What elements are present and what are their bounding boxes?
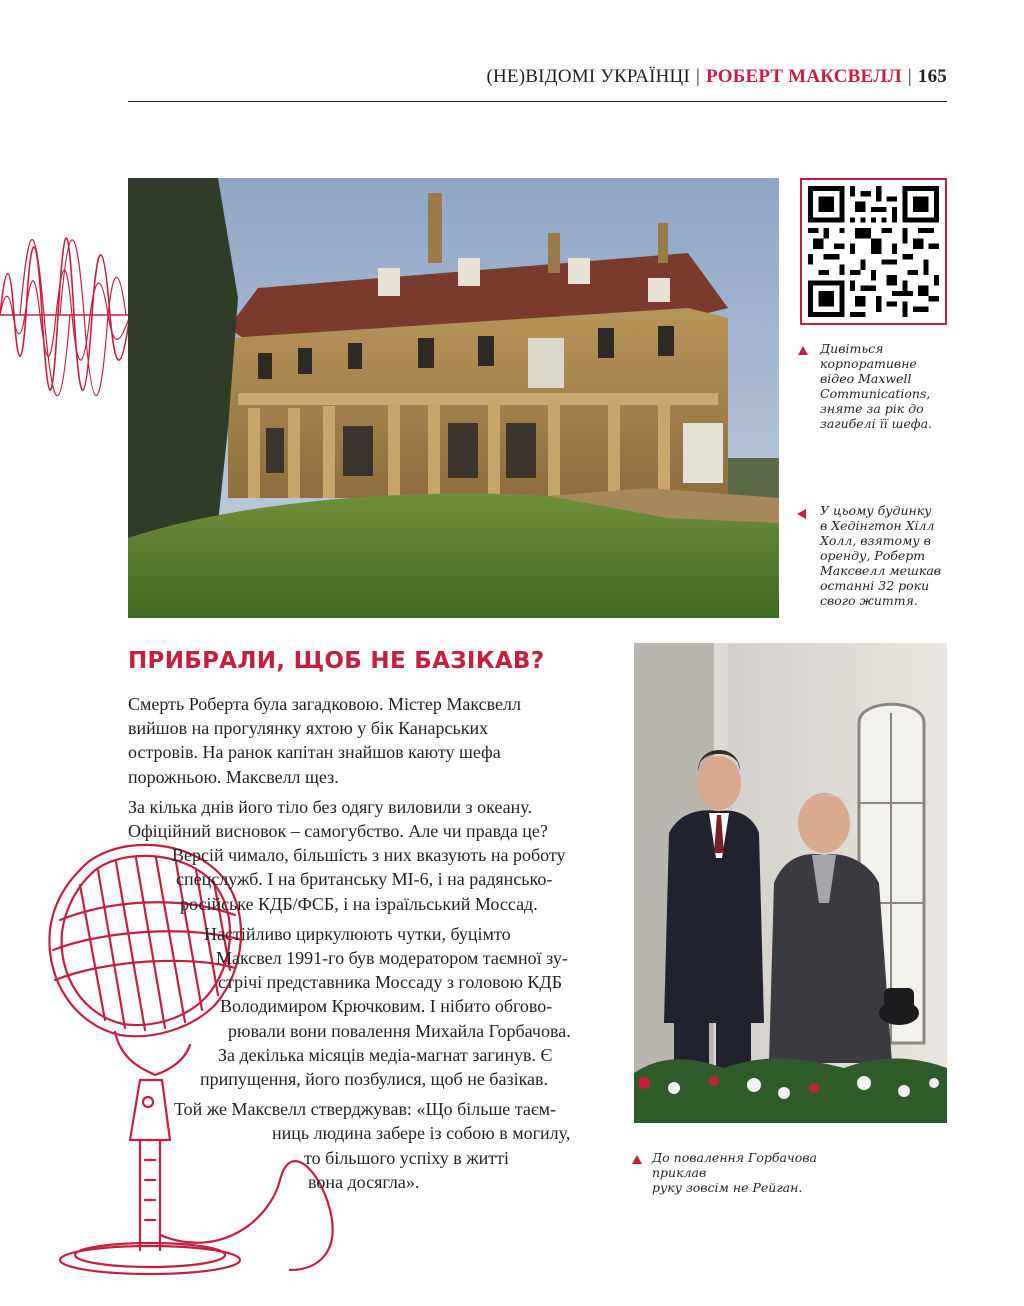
text-line: то більшого успіху в житті [304,1147,510,1168]
article-title: ПРИБРАЛИ, ЩОБ НЕ БАЗІКАВ? [128,648,545,674]
text-line: Офіційний висновок – самогубство. Але чи правда це? [128,821,548,842]
text-line: Володимиром Крючковим. І нібито обгово- [220,996,553,1017]
header-separator: | [696,66,701,87]
text-line: Смерть Роберта була загадковою. Містер Максвелл [128,694,521,714]
triangle-up-icon [798,346,808,355]
text-line: островів. На ранок капітан знайшов каюту шефа [128,742,501,763]
text-line: Настійливо циркулюють чутки, буцімто [204,923,511,944]
paragraph-2 [128,795,598,916]
page-number: 165 [917,66,947,87]
text-line: За кілька днів його тіло без одягу виловили з океану. [128,796,532,817]
qr-caption [820,341,950,431]
text-line: Версій чимало, більшість з них вказують на роботу [172,845,566,866]
text-line: ниць людина забере із собою в могилу, [272,1123,571,1144]
reagan-gorbachev-photo [634,643,947,1123]
leaders-caption-text: До повалення Горбачова приклав руку зовсім не Рейган. [652,1150,817,1195]
text-line: За декілька місяців медіа-магнат загинув. Є [218,1044,553,1065]
article-body [128,692,598,1200]
sound-wave-icon [0,200,130,430]
leaders-caption [652,1150,852,1195]
text-line: стрічі представника Моссаду з головою КДБ [218,972,563,993]
paragraph-4 [128,1097,598,1194]
text-line: припущення, його позбулися, щоб не базікав. [200,1069,549,1090]
mansion-caption-text: У цьому будинку в Хедінгтон Хілл Холл, взятому в оренду, Роберт Максвелл мешкав останні 32 роки свого життя. [820,503,942,608]
text-line: рювали вони повалення Михайла Горбачова. [228,1020,571,1041]
running-head [486,66,947,88]
text-line: російське КДБ/ФСБ, і на ізраїльський Моссад. [180,893,538,914]
mansion-photo [128,178,779,618]
paragraph-1 [128,692,598,789]
text-line: спецслужб. І на британську МІ-6, і на радянсько- [176,869,553,890]
text-line: вона досягла». [308,1171,420,1192]
chapter-name: РОБЕРТ МАКСВЕЛЛ [706,66,902,87]
text-line: Максвел 1991-го був модератором таємної зу- [216,948,568,969]
header-separator-2: | [907,66,912,87]
qr-caption-text: Дивіться корпоративне відео Maxwell Communications, зняте за рік до загибелі її шефа. [820,341,933,431]
paragraph-3 [128,922,598,1091]
triangle-up-icon [632,1155,642,1164]
qr-code[interactable] [800,178,947,325]
header-rule [128,101,947,102]
mansion-caption [820,503,950,608]
text-line: вийшов на прогулянку яхтою у бік Канарських [128,718,489,739]
triangle-left-icon [797,509,806,519]
text-line: порожньою. Максвелл щез. [128,766,339,787]
qr-code-image [808,186,939,317]
text-line: Той же Максвелл стверджував: «Що більше таєм- [174,1099,556,1120]
section-name: (НЕ)ВІДОМІ УКРАЇНЦІ [486,66,690,87]
